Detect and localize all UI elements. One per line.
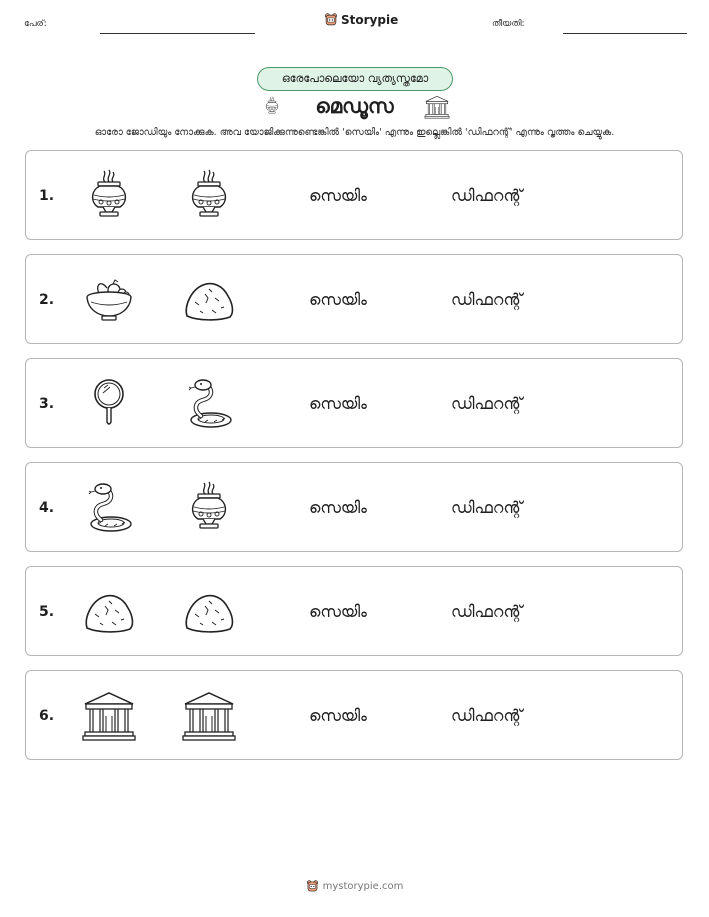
fruit-bowl-icon bbox=[81, 272, 137, 328]
date-label: തീയതി: bbox=[492, 19, 525, 29]
title-row bbox=[0, 92, 709, 122]
different-option[interactable]: ഡിഫറന്റ് bbox=[451, 706, 523, 725]
mirror-icon bbox=[81, 376, 137, 432]
exercise-row bbox=[25, 462, 683, 552]
row-number: 1. bbox=[39, 188, 55, 204]
row-number: 5. bbox=[39, 604, 55, 620]
exercise-row bbox=[25, 670, 683, 760]
temple-icon bbox=[81, 688, 137, 744]
same-option[interactable]: സെയിം bbox=[309, 186, 367, 205]
different-option[interactable]: ഡിഫറന്റ് bbox=[451, 602, 523, 621]
snake-icon bbox=[181, 376, 237, 432]
exercise-row bbox=[25, 566, 683, 656]
exercise-row bbox=[25, 254, 683, 344]
different-option[interactable]: ഡിഫറന്റ് bbox=[451, 186, 523, 205]
name-field[interactable] bbox=[100, 33, 255, 34]
pot-icon bbox=[81, 168, 137, 224]
same-option[interactable]: സെയിം bbox=[309, 290, 367, 309]
category-badge: ഒരേപോലെയോ വ്യത്യസ്തമോ bbox=[257, 67, 453, 91]
exercise-row bbox=[25, 150, 683, 240]
same-option[interactable]: സെയിം bbox=[309, 602, 367, 621]
temple-icon bbox=[181, 688, 237, 744]
name-label: പേര്: bbox=[24, 19, 47, 29]
row-number: 4. bbox=[39, 500, 55, 516]
footer bbox=[0, 880, 709, 893]
brand-name: Storypie bbox=[341, 13, 399, 27]
storypie-logo-icon bbox=[306, 880, 319, 893]
different-option[interactable]: ഡിഫറന്റ് bbox=[451, 290, 523, 309]
date-field[interactable] bbox=[563, 33, 687, 34]
same-option[interactable]: സെയിം bbox=[309, 498, 367, 517]
pot-icon bbox=[181, 480, 237, 536]
rock-icon bbox=[81, 584, 137, 640]
row-number: 2. bbox=[39, 292, 55, 308]
pot-icon bbox=[181, 168, 237, 224]
storypie-logo-icon bbox=[324, 13, 338, 27]
snake-icon bbox=[81, 480, 137, 536]
row-number: 6. bbox=[39, 708, 55, 724]
exercise-list bbox=[25, 150, 685, 774]
rock-icon bbox=[181, 272, 237, 328]
page-title: മെഡൂസ bbox=[315, 94, 394, 118]
rock-icon bbox=[181, 584, 237, 640]
different-option[interactable]: ഡിഫറന്റ് bbox=[451, 394, 523, 413]
row-number: 3. bbox=[39, 396, 55, 412]
different-option[interactable]: ഡിഫറന്റ് bbox=[451, 498, 523, 517]
same-option[interactable]: സെയിം bbox=[309, 394, 367, 413]
instructions: ഓരോ ജോഡിയും നോക്കുക. അവ യോജിക്കുന്നുണ്ടെങ്കിൽ 'സെയിം' എന്നും ഇല്ലെങ്കിൽ 'ഡിഫറന്റ്' എന്നും വൃത്തം ചെയ്യുക. bbox=[94, 127, 615, 138]
temple-icon bbox=[423, 94, 451, 120]
exercise-row bbox=[25, 358, 683, 448]
same-option[interactable]: സെയിം bbox=[309, 706, 367, 725]
footer-link[interactable]: mystorypie.com bbox=[322, 881, 404, 892]
worksheet-header bbox=[0, 0, 709, 40]
brand-logo bbox=[324, 13, 398, 27]
